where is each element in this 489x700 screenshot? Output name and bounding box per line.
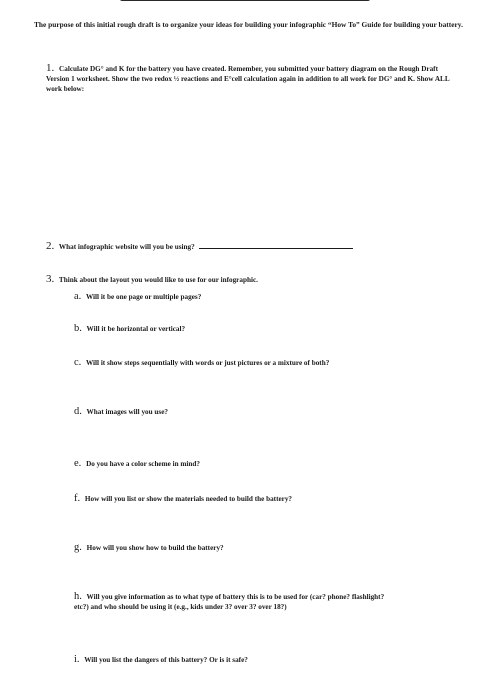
sub-question-d-text: What images will you use? [86, 408, 169, 416]
sub-question-d-letter: d. [74, 406, 82, 417]
sub-question-i-letter: i. [74, 654, 80, 665]
sub-question-e [74, 459, 200, 469]
answer-blank-line[interactable] [199, 241, 353, 249]
sub-question-f-text: How will you list or show the materials needed to build the battery? [84, 495, 293, 503]
sub-question-c-letter: c. [74, 357, 82, 368]
question-3-text: Think about the layout you would like to use for our infographic. [58, 276, 258, 284]
question-3-number: 3. [46, 273, 55, 285]
question-2-text: What infographic website will you be using? [58, 243, 195, 251]
sub-question-f [74, 494, 292, 504]
sub-question-h [74, 592, 394, 612]
sub-question-e-letter: e. [74, 458, 82, 469]
question-3 [46, 274, 258, 285]
sub-question-h-text: Will you give information as to what type of battery this is to be used for (car? phone? flashlight? etc?) and who should be using it (e.g., kids under 3? over 3? over 18?) [74, 593, 385, 611]
question-1-number: 1. [46, 62, 55, 74]
question-1-text: Calculate DG° and K for the battery you have created. Remember, you submitted your battery diagram on the Rough Draft Version 1 worksheet. Show the two redox ½ reactions and E°cell calculation again in addition to all work for DG° and K. Show ALL work below: [46, 65, 450, 93]
sub-question-h-letter: h. [74, 591, 82, 602]
title-fragment [120, 0, 370, 1]
sub-question-c-text: Will it show steps sequentially with words or just pictures or a mixture of both? [85, 359, 330, 367]
sub-question-a [74, 292, 201, 302]
question-1 [46, 63, 456, 94]
sub-question-e-text: Do you have a color scheme in mind? [86, 460, 200, 468]
sub-question-b-text: Will it be horizontal or vertical? [86, 325, 186, 333]
sub-question-g-letter: g. [74, 542, 82, 553]
sub-question-a-letter: a. [74, 291, 82, 302]
sub-question-g [74, 543, 224, 553]
sub-question-c [74, 358, 329, 368]
sub-question-i [74, 655, 248, 665]
intro-paragraph: The purpose of this initial rough draft is to organize your ideas for building your infographic “How To” Guide for building your battery. [34, 20, 463, 29]
sub-question-f-letter: f. [74, 493, 81, 504]
question-2 [46, 241, 353, 252]
sub-question-i-text: Will you list the dangers of this battery? Or is it safe? [84, 656, 248, 664]
cut-off-title [120, 0, 370, 3]
question-2-number: 2. [46, 240, 55, 252]
sub-question-g-text: How will you show how to build the battery? [86, 544, 224, 552]
sub-question-b-letter: b. [74, 323, 82, 334]
sub-question-b [74, 324, 185, 334]
sub-question-d [74, 407, 168, 417]
sub-question-a-text: Will it be one page or multiple pages? [85, 293, 202, 301]
